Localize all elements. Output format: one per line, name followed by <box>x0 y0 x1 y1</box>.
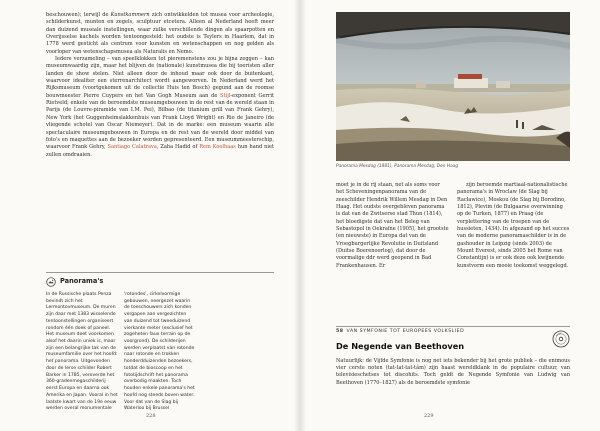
panorama-icon <box>46 277 56 287</box>
section-kicker: VAN SYMFONIE TOT EUROPEES VOLKSLIED <box>346 329 465 334</box>
paragraph-2-pre: Iedere verzameling – van speelklokken tot pieremenstens zou je bijna zeggen – kan museumwaardig zijn, maar het blijven de (nationale) kunstmusea die bij toeristen aller landen de show stelen. Niet alleen door de inhoud maar ook door de buitenkant, waarvoor idealiter een sterrenarchitect wordt aangeworven. In Nederland werd het Rijksmuseum (voortgekomen uit de collectie Huis ten Bosch) gegund aan de roomse bouwmeester Pierre Cuypers en het Van Gogh Museum aan de <box>46 56 274 99</box>
paragraph-1 <box>46 12 274 56</box>
right-col-2: zijn beroemde martiaal-nationalistische panorama's in Wroclaw (de Slag bij Racławice), Moskou (de Slag bij Borodino, 1812), Plevim (de Bulgaarse overwinning op de Turken, 1877) en Praag (de verplettering van de troepen van de hussieten, 1434). In afgezand op het succes van de moderne panoramaschilder is in de gashouder in Leipzig (sinds 2003) de Mount Everest, sinds 2005 het Rome van Constantijn) is er ook deze ook kwijnende kunstvorm een mooie toekomst weggelegd. <box>457 182 570 269</box>
panorama-box-columns <box>46 292 274 413</box>
panorama-box-col-3 <box>202 292 274 413</box>
photo-caption: Panorama Mesdag (1881), Panorama Mesdag, Den Haag <box>336 164 459 169</box>
panorama-box-title: Panorama's <box>60 277 104 285</box>
panorama-box-header <box>46 276 274 288</box>
koolhaas-link[interactable]: Rem Koolhaas <box>199 144 236 151</box>
paragraph-2-post: -exponent Gerrit Rietveld; enkele van de beroemdste museumgebouwen in de rest van de wereld staan in Parijs (de Louvre-piramide van I.M. Pei), Bilbao (de titanium grill van Frank Gehry), New York (het Guggenheimslakkenhuis van Frank Lloyd Wright) en Rio de Janeiro (de vliegende schotel van Oscar Niemeyer). Dat in de marke: een museum waarin alle spectaculaire museumgebouwen in Europa en de rest van de wereld door middel van foto's en maquettes aan de bezoeker worden gepresenteerd. Een museummeesterschip, waarvoor Frank Gehry, <box>46 92 274 151</box>
right-page <box>300 0 600 431</box>
paragraph-2-end: hun hand niet zullen omdraaien. <box>46 144 274 158</box>
paragraph-1-post: zich ontwikkelden tot musea voor archeologie, schilderkunst, munten en zegels, sculptuur etcetera. Alleen al Nederland heeft meer dan duizend museale instellingen, waar zulke verschillende dingen als spaarpotten en Overijsselse kachels worden tentoongesteld: het oudste is Teylers in Haarlem, dat in 1778 werd gesticht als centrum voor kunsten en wetenschappen en nog gelden als voorloper van wetenschapsmusea als Naturalis en Nemo. <box>46 12 274 55</box>
cd-icon <box>552 330 570 348</box>
section-body <box>336 358 570 387</box>
paragraph-2 <box>46 56 274 159</box>
right-columns <box>336 182 570 270</box>
paragraph-1-pre: beschouwen); terwijl de <box>46 12 111 18</box>
page-number-right: 229 <box>424 413 434 419</box>
section-rule <box>336 326 570 327</box>
page-number-left: 228 <box>146 413 156 419</box>
section-number: 58 <box>336 329 344 334</box>
book-gutter <box>294 0 306 431</box>
section-body-text: Natuurlijk: de Vijfde Symfonie is nog net iets bekender bij het grote publiek – die enimous vier cerste noten (tat-tat-tat-tâm) zijn haast wereldklank in de populaire cultuur, van televisieschetses tot discohits. Toch geldt de Negende Symfonie van Ludwig van Beethoven (1770–1827) als de beroemdste symfonie <box>336 358 570 386</box>
paragraph-2-mid: , Zaha Hadid of <box>156 144 200 151</box>
panorama-sidebar-box <box>46 272 274 412</box>
panorama-mesdag-photo <box>336 12 570 161</box>
kunstkammern-term: Kunstkammern <box>110 12 150 18</box>
left-body-text <box>46 12 274 159</box>
stijl-link[interactable]: Stijl <box>220 92 231 99</box>
section-label <box>336 329 464 334</box>
right-col-1: moet je in de rij staan, net als soms voor het Scheveningenpanorama van de zeeschilder Hendrik Willem Mesdag in Den Haag. Het oudste overgebleven panorama is dat van de Zwitserse stad Thun (1814), het bloedigste dat van het Beleg van Sebastopol in Oekraïne (1905), het grootste (en nieuwste) in Europa dat van de Vroegburgerlijke Revolutie in Duitsland (Duitse Boerenoorlog), dat door de voormalige ddr werd geopend in Bad Frankenhausen. Er <box>336 182 449 269</box>
panorama-box-col-2: 'rotondes', cirkelvormige gebouwen, neergezet waarin de toeschouwers zich konden vergapen aan vergezichten van duizend tot tweeduizend vierkante meter (exclusief het zogeheten faux terrain op de voorgrond). De schilderijen werden verplaatst van rotonde naar rotonde en trokken honderdduizenden bezoekers, totdat de bioscoop en het fototijdschrift het panorama overbodig maakten. Toch houden enkele panorama's het hoofd nog steeds boven water. Voor dat van de Slag bij Waterloo bij Brussel <box>124 292 195 412</box>
panorama-image <box>336 12 570 161</box>
calatrava-link[interactable]: Santiago Calatrava <box>107 144 157 151</box>
panorama-box-col-1: In de Russische plaats Penza bevindt zich het Lermontovmuseum. De muren zijn daar met 1383 wisselende tentoonstellingen organiseert rondom één doek of paneel. Het museum doet voorkomen alsof het daarin uniek is, maar zijn een belangrijke tak van de museumfamilie over het hoofd: het panorama. Uitgevonden door de Ierse schilder Robert Barker in 1785, veroverde het 360-gradenmegaschilderij eerst Europa en daarna ook Amerika en Japan. Vooral in het laatste kwart van de 19e eeuw werden overal monumentale <box>46 292 118 412</box>
section-title: De Negende van Beethoven <box>336 341 465 351</box>
